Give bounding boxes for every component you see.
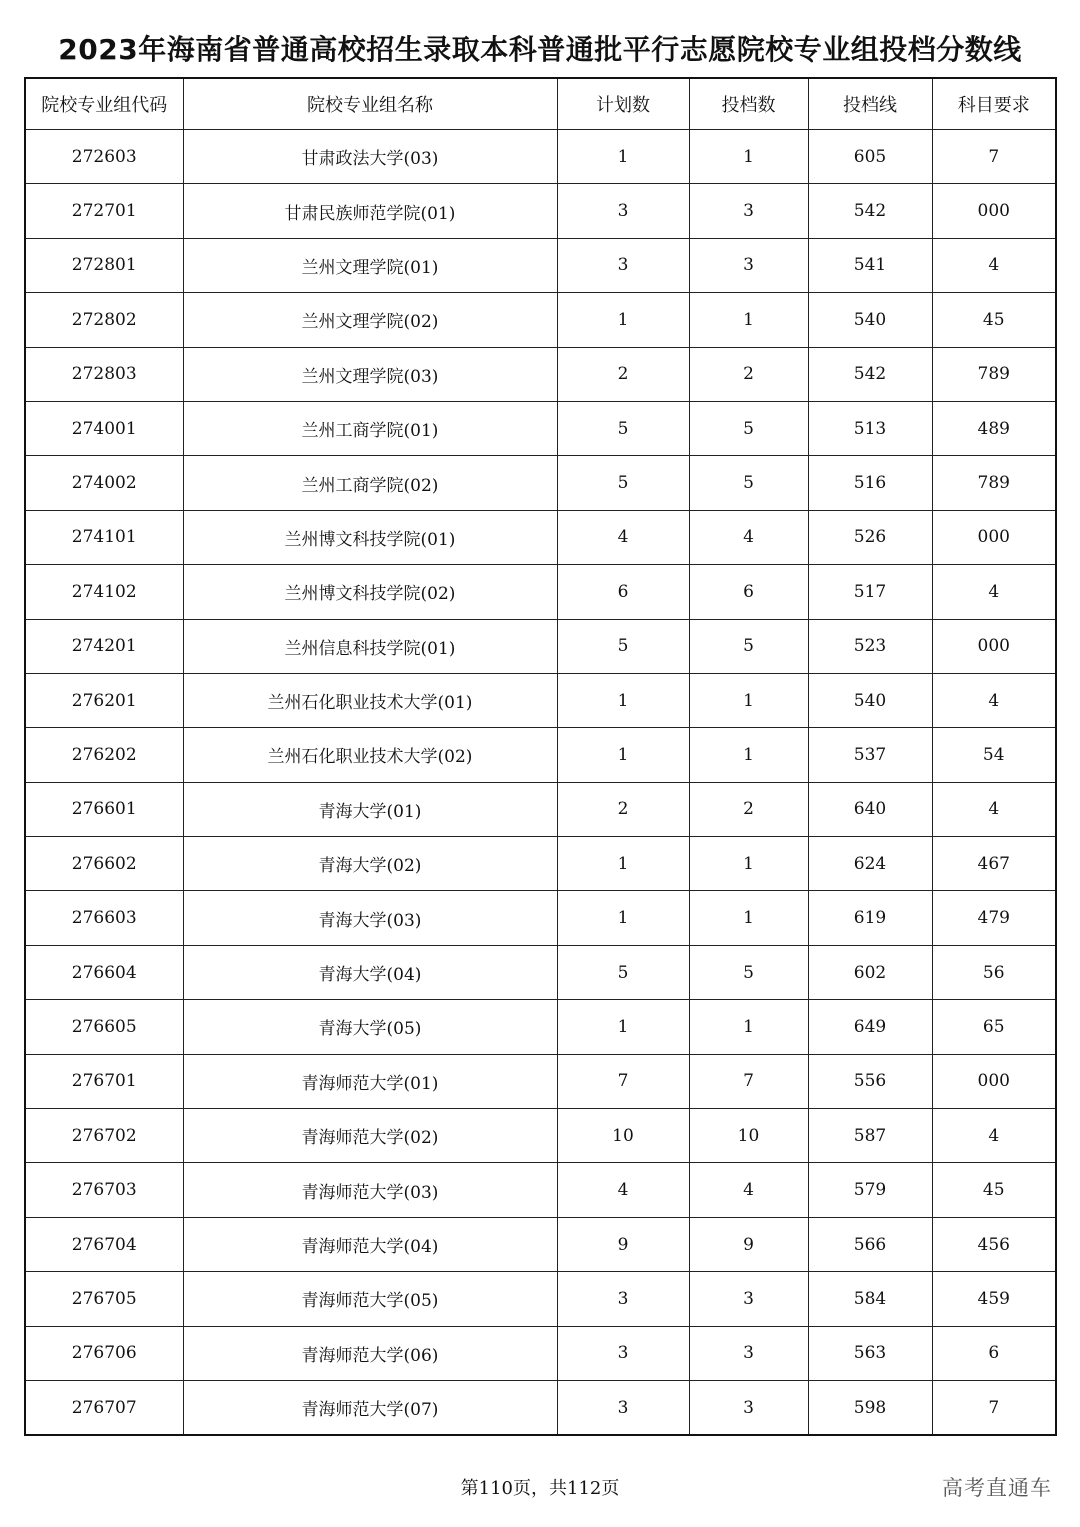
cell-admit-count: 10 xyxy=(689,1109,808,1163)
cell-subject-requirement: 7 xyxy=(932,1380,1056,1435)
cell-admit-count: 2 xyxy=(689,347,808,401)
table-row xyxy=(25,782,1056,836)
table-row xyxy=(25,510,1056,564)
cell-subject-requirement: 456 xyxy=(932,1217,1056,1271)
cell-group-code: 276703 xyxy=(25,1163,183,1217)
cell-admit-count: 7 xyxy=(689,1054,808,1108)
cell-subject-requirement: 4 xyxy=(932,673,1056,727)
table-body xyxy=(25,130,1056,1436)
cell-score-line: 516 xyxy=(808,456,932,510)
table-row xyxy=(25,238,1056,292)
cell-score-line: 556 xyxy=(808,1054,932,1108)
cell-group-name: 兰州博文科技学院(02) xyxy=(183,565,557,619)
cell-subject-requirement: 6 xyxy=(932,1326,1056,1380)
cell-plan-count: 3 xyxy=(557,1380,689,1435)
cell-score-line: 523 xyxy=(808,619,932,673)
cell-score-line: 537 xyxy=(808,728,932,782)
cell-group-name: 青海大学(04) xyxy=(183,945,557,999)
cell-group-code: 276701 xyxy=(25,1054,183,1108)
cell-plan-count: 1 xyxy=(557,293,689,347)
cell-subject-requirement: 459 xyxy=(932,1272,1056,1326)
cell-admit-count: 1 xyxy=(689,891,808,945)
cell-group-code: 272603 xyxy=(25,130,183,184)
cell-group-code: 276601 xyxy=(25,782,183,836)
table-row xyxy=(25,184,1056,238)
cell-subject-requirement: 000 xyxy=(932,1054,1056,1108)
cell-group-code: 276603 xyxy=(25,891,183,945)
header-group-name: 院校专业组名称 xyxy=(183,78,557,130)
page-number: 第110页，共112页 xyxy=(460,1478,620,1499)
cell-admit-count: 1 xyxy=(689,293,808,347)
cell-subject-requirement: 000 xyxy=(932,510,1056,564)
page-title: 2023年海南省普通高校招生录取本科普通批平行志愿院校专业组投档分数线 xyxy=(58,33,1022,66)
header-admit-count: 投档数 xyxy=(689,78,808,130)
cell-group-code: 276705 xyxy=(25,1272,183,1326)
cell-group-name: 兰州工商学院(01) xyxy=(183,401,557,455)
cell-plan-count: 3 xyxy=(557,238,689,292)
cell-subject-requirement: 000 xyxy=(932,184,1056,238)
cell-plan-count: 7 xyxy=(557,1054,689,1108)
cell-subject-requirement: 789 xyxy=(932,347,1056,401)
cell-group-code: 276201 xyxy=(25,673,183,727)
cell-group-name: 兰州石化职业技术大学(02) xyxy=(183,728,557,782)
table-row xyxy=(25,837,1056,891)
cell-plan-count: 10 xyxy=(557,1109,689,1163)
cell-group-code: 276202 xyxy=(25,728,183,782)
cell-group-name: 兰州信息科技学院(01) xyxy=(183,619,557,673)
cell-group-name: 青海师范大学(06) xyxy=(183,1326,557,1380)
cell-subject-requirement: 4 xyxy=(932,565,1056,619)
cell-plan-count: 2 xyxy=(557,782,689,836)
cell-group-code: 274001 xyxy=(25,401,183,455)
cell-admit-count: 5 xyxy=(689,945,808,999)
cell-admit-count: 3 xyxy=(689,1380,808,1435)
cell-score-line: 513 xyxy=(808,401,932,455)
cell-group-name: 青海大学(05) xyxy=(183,1000,557,1054)
cell-group-code: 272802 xyxy=(25,293,183,347)
cell-plan-count: 5 xyxy=(557,456,689,510)
cell-admit-count: 4 xyxy=(689,510,808,564)
cell-score-line: 624 xyxy=(808,837,932,891)
cell-score-line: 563 xyxy=(808,1326,932,1380)
cell-group-code: 276602 xyxy=(25,837,183,891)
table-row xyxy=(25,1163,1056,1217)
cell-plan-count: 1 xyxy=(557,673,689,727)
cell-subject-requirement: 4 xyxy=(932,1109,1056,1163)
cell-group-name: 青海师范大学(04) xyxy=(183,1217,557,1271)
cell-score-line: 542 xyxy=(808,184,932,238)
cell-plan-count: 4 xyxy=(557,510,689,564)
cell-plan-count: 3 xyxy=(557,1326,689,1380)
cell-score-line: 541 xyxy=(808,238,932,292)
cell-plan-count: 3 xyxy=(557,184,689,238)
table-row xyxy=(25,347,1056,401)
cell-admit-count: 1 xyxy=(689,728,808,782)
cell-group-name: 青海大学(03) xyxy=(183,891,557,945)
table-row xyxy=(25,565,1056,619)
cell-admit-count: 6 xyxy=(689,565,808,619)
cell-plan-count: 4 xyxy=(557,1163,689,1217)
table-row xyxy=(25,401,1056,455)
cell-group-code: 276704 xyxy=(25,1217,183,1271)
cell-group-name: 青海师范大学(07) xyxy=(183,1380,557,1435)
cell-group-name: 兰州博文科技学院(01) xyxy=(183,510,557,564)
watermark: 高考直通车 xyxy=(942,1476,1052,1500)
cell-plan-count: 1 xyxy=(557,728,689,782)
cell-plan-count: 1 xyxy=(557,891,689,945)
cell-plan-count: 1 xyxy=(557,1000,689,1054)
cell-group-name: 甘肃政法大学(03) xyxy=(183,130,557,184)
cell-admit-count: 1 xyxy=(689,837,808,891)
cell-subject-requirement: 789 xyxy=(932,456,1056,510)
cell-group-name: 兰州石化职业技术大学(01) xyxy=(183,673,557,727)
cell-score-line: 542 xyxy=(808,347,932,401)
cell-score-line: 540 xyxy=(808,293,932,347)
cell-group-code: 274201 xyxy=(25,619,183,673)
table-row xyxy=(25,1326,1056,1380)
cell-admit-count: 2 xyxy=(689,782,808,836)
cell-admit-count: 1 xyxy=(689,130,808,184)
cell-admit-count: 1 xyxy=(689,1000,808,1054)
cell-plan-count: 5 xyxy=(557,619,689,673)
score-table xyxy=(24,77,1057,1436)
cell-subject-requirement: 65 xyxy=(932,1000,1056,1054)
cell-admit-count: 9 xyxy=(689,1217,808,1271)
cell-group-code: 272801 xyxy=(25,238,183,292)
header-subject-requirement: 科目要求 xyxy=(932,78,1056,130)
cell-admit-count: 3 xyxy=(689,1272,808,1326)
cell-group-code: 274101 xyxy=(25,510,183,564)
cell-score-line: 579 xyxy=(808,1163,932,1217)
cell-subject-requirement: 000 xyxy=(932,619,1056,673)
cell-subject-requirement: 479 xyxy=(932,891,1056,945)
cell-group-name: 兰州文理学院(02) xyxy=(183,293,557,347)
cell-group-name: 青海师范大学(01) xyxy=(183,1054,557,1108)
table-row xyxy=(25,1217,1056,1271)
cell-group-name: 兰州文理学院(03) xyxy=(183,347,557,401)
cell-group-code: 276604 xyxy=(25,945,183,999)
cell-score-line: 640 xyxy=(808,782,932,836)
table-row xyxy=(25,891,1056,945)
cell-subject-requirement: 4 xyxy=(932,238,1056,292)
cell-subject-requirement: 56 xyxy=(932,945,1056,999)
cell-subject-requirement: 489 xyxy=(932,401,1056,455)
cell-group-code: 276707 xyxy=(25,1380,183,1435)
cell-group-name: 青海师范大学(05) xyxy=(183,1272,557,1326)
cell-score-line: 566 xyxy=(808,1217,932,1271)
cell-subject-requirement: 45 xyxy=(932,1163,1056,1217)
cell-score-line: 598 xyxy=(808,1380,932,1435)
table-row xyxy=(25,1380,1056,1435)
cell-score-line: 619 xyxy=(808,891,932,945)
cell-group-code: 276706 xyxy=(25,1326,183,1380)
cell-admit-count: 5 xyxy=(689,401,808,455)
table-row xyxy=(25,673,1056,727)
header-score-line: 投档线 xyxy=(808,78,932,130)
cell-group-name: 青海大学(01) xyxy=(183,782,557,836)
table-row xyxy=(25,619,1056,673)
cell-group-name: 青海师范大学(02) xyxy=(183,1109,557,1163)
table-row xyxy=(25,456,1056,510)
cell-admit-count: 3 xyxy=(689,1326,808,1380)
table-row xyxy=(25,728,1056,782)
cell-admit-count: 3 xyxy=(689,238,808,292)
cell-group-name: 青海大学(02) xyxy=(183,837,557,891)
cell-score-line: 649 xyxy=(808,1000,932,1054)
cell-admit-count: 3 xyxy=(689,184,808,238)
header-group-code: 院校专业组代码 xyxy=(25,78,183,130)
cell-subject-requirement: 467 xyxy=(932,837,1056,891)
cell-group-code: 272803 xyxy=(25,347,183,401)
cell-group-code: 276605 xyxy=(25,1000,183,1054)
table-row xyxy=(25,130,1056,184)
cell-group-code: 274002 xyxy=(25,456,183,510)
cell-subject-requirement: 4 xyxy=(932,782,1056,836)
cell-group-code: 274102 xyxy=(25,565,183,619)
cell-subject-requirement: 54 xyxy=(932,728,1056,782)
cell-score-line: 584 xyxy=(808,1272,932,1326)
table-row xyxy=(25,1000,1056,1054)
cell-score-line: 602 xyxy=(808,945,932,999)
cell-plan-count: 1 xyxy=(557,130,689,184)
cell-subject-requirement: 7 xyxy=(932,130,1056,184)
cell-group-name: 甘肃民族师范学院(01) xyxy=(183,184,557,238)
cell-subject-requirement: 45 xyxy=(932,293,1056,347)
cell-admit-count: 4 xyxy=(689,1163,808,1217)
table-row xyxy=(25,1272,1056,1326)
cell-score-line: 587 xyxy=(808,1109,932,1163)
cell-admit-count: 5 xyxy=(689,619,808,673)
cell-group-code: 272701 xyxy=(25,184,183,238)
cell-plan-count: 9 xyxy=(557,1217,689,1271)
cell-score-line: 517 xyxy=(808,565,932,619)
table-row xyxy=(25,945,1056,999)
cell-group-name: 兰州工商学院(02) xyxy=(183,456,557,510)
header-plan-count: 计划数 xyxy=(557,78,689,130)
cell-group-code: 276702 xyxy=(25,1109,183,1163)
cell-admit-count: 1 xyxy=(689,673,808,727)
table-header-row xyxy=(25,78,1056,130)
cell-plan-count: 3 xyxy=(557,1272,689,1326)
table-row xyxy=(25,1109,1056,1163)
cell-score-line: 526 xyxy=(808,510,932,564)
cell-group-name: 兰州文理学院(01) xyxy=(183,238,557,292)
table-row xyxy=(25,1054,1056,1108)
cell-plan-count: 5 xyxy=(557,945,689,999)
cell-group-name: 青海师范大学(03) xyxy=(183,1163,557,1217)
cell-plan-count: 5 xyxy=(557,401,689,455)
cell-score-line: 605 xyxy=(808,130,932,184)
cell-plan-count: 6 xyxy=(557,565,689,619)
table-row xyxy=(25,293,1056,347)
cell-plan-count: 2 xyxy=(557,347,689,401)
cell-admit-count: 5 xyxy=(689,456,808,510)
cell-score-line: 540 xyxy=(808,673,932,727)
cell-plan-count: 1 xyxy=(557,837,689,891)
